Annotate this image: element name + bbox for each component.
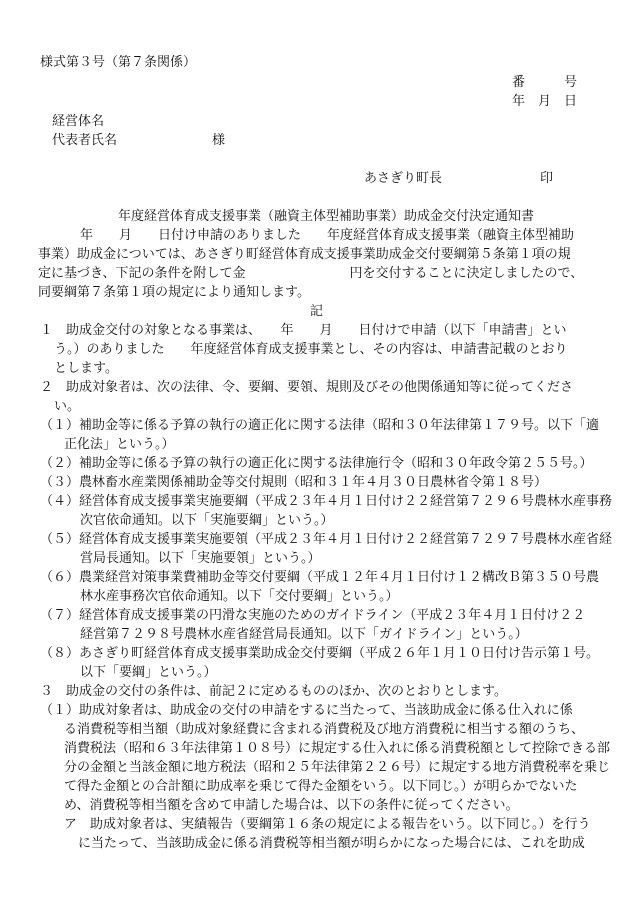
document-number-label: 番 号 <box>512 75 578 90</box>
representative-name-label: 代表者氏名 <box>52 133 118 148</box>
issuer-name: あさぎり町長 <box>364 171 443 186</box>
document-date-label: 年 月 日 <box>512 94 578 109</box>
seal-mark: 印 <box>540 171 554 186</box>
honorific-sama: 様 <box>212 133 226 148</box>
form-number: 様式第３号（第７条関係） <box>40 55 197 70</box>
notice-title: 年度経営体育成支援事業（融資主体型補助事業）助成金交付決定通知書 <box>118 209 535 224</box>
ki-heading: 記 <box>310 304 324 319</box>
entity-name-label: 経営体名 <box>52 114 105 129</box>
